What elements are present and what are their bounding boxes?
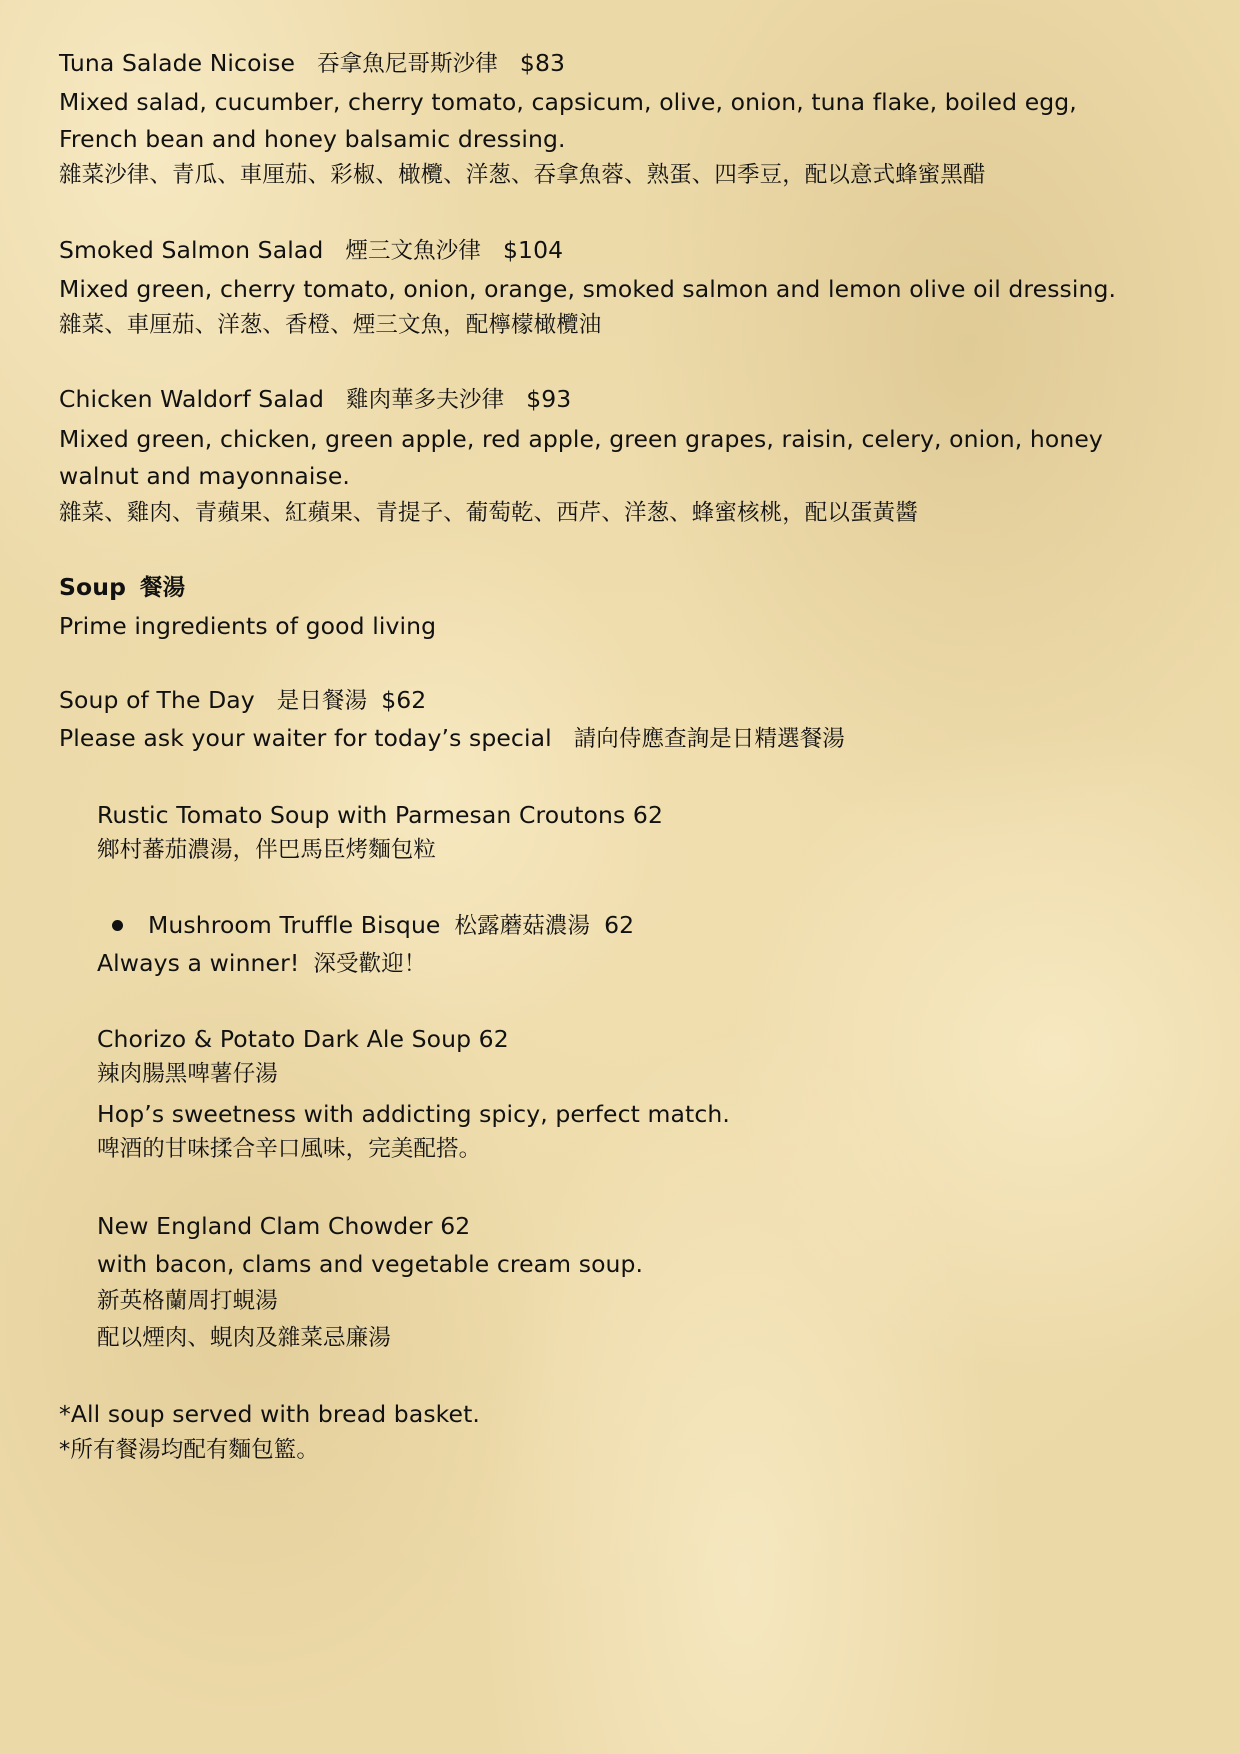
soup-of-day-note-line — [59, 723, 845, 754]
chowder-name: New England Clam Chowder 62 — [97, 1212, 471, 1240]
chowder-name-zh: 新英格蘭周打蜆湯 — [97, 1288, 278, 1314]
tuna-title-line — [59, 48, 565, 79]
waldorf-desc-line2: walnut and mayonnaise. — [59, 462, 350, 490]
mushroom-name-zh: 松露蘑菇濃湯 — [454, 913, 591, 939]
soup-of-day-note: Please ask your waiter for today’s special — [59, 724, 552, 752]
chowder-desc-zh: 配以煙肉、蜆肉及雜菜忌廉湯 — [97, 1325, 391, 1351]
mushroom-note-line — [97, 948, 426, 979]
soup-of-day-note-zh: 請向侍應查詢是日精選餐湯 — [573, 726, 845, 752]
chorizo-soup-desc-zh: 啤酒的甘味揉合辛口風味，完美配搭。 — [97, 1136, 482, 1162]
chorizo-soup-name: Chorizo & Potato Dark Ale Soup 62 — [97, 1025, 509, 1053]
mushroom-name: Mushroom Truffle Bisque — [148, 911, 441, 939]
waldorf-title-line — [59, 384, 571, 415]
salmon-title-line — [59, 235, 563, 266]
soup-of-day-price: $62 — [381, 686, 427, 714]
chorizo-soup-name-zh: 辣肉腸黑啤薯仔湯 — [97, 1061, 278, 1087]
waldorf-name-zh: 雞肉華多夫沙律 — [345, 387, 505, 413]
waldorf-price: $93 — [526, 385, 572, 413]
soup-of-day-name: Soup of The Day — [59, 686, 255, 714]
tuna-name: Tuna Salade Nicoise — [59, 49, 296, 77]
tuna-desc-zh: 雜菜沙律、青瓜、車厘茄、彩椒、橄欖、洋葱、吞拿魚蓉、熟蛋、四季豆，配以意式蜂蜜黑醋 — [59, 162, 986, 188]
tomato-soup-name: Rustic Tomato Soup with Parmesan Croutons 62 — [97, 801, 663, 829]
mushroom-price: 62 — [604, 911, 635, 939]
soup-heading: Soup — [59, 573, 127, 601]
tuna-price: $83 — [519, 49, 566, 77]
tuna-name-zh: 吞拿魚尼哥斯沙律 — [317, 51, 498, 77]
chowder-desc: with bacon, clams and vegetable cream soup. — [97, 1250, 644, 1278]
mushroom-note: Always a winner! — [97, 949, 300, 977]
waldorf-desc-zh: 雜菜、雞肉、青蘋果、紅蘋果、青提子、葡萄乾、西芹、洋葱、蜂蜜核桃，配以蛋黃醬 — [59, 500, 918, 526]
mushroom-note-zh: 深受歡迎！ — [313, 951, 427, 977]
bullet-icon — [112, 920, 123, 931]
salmon-desc: Mixed green, cherry tomato, onion, orange, smoked salmon and lemon olive oil dressing. — [59, 275, 1117, 303]
tuna-desc-line2: French bean and honey balsamic dressing. — [59, 125, 566, 153]
mushroom-title-line — [148, 910, 634, 941]
footnote-en: *All soup served with bread basket. — [59, 1400, 480, 1428]
waldorf-desc-line1: Mixed green, chicken, green apple, red apple, green grapes, raisin, celery, onion, honey — [59, 425, 1103, 453]
salmon-name: Smoked Salmon Salad — [59, 236, 324, 264]
salmon-name-zh: 煙三文魚沙律 — [345, 238, 481, 264]
chorizo-soup-desc: Hop’s sweetness with addicting spicy, perfect match. — [97, 1100, 730, 1128]
salmon-price: $104 — [502, 236, 564, 264]
soup-of-day-name-zh: 是日餐湯 — [276, 688, 368, 714]
soup-heading-zh: 餐湯 — [140, 575, 186, 601]
soup-of-day-title-line — [59, 685, 426, 716]
tomato-soup-name-zh: 鄉村蕃茄濃湯，伴巴馬臣烤麵包粒 — [97, 837, 437, 863]
tuna-desc-line1: Mixed salad, cucumber, cherry tomato, capsicum, olive, onion, tuna flake, boiled egg, — [59, 88, 1077, 116]
salmon-desc-zh: 雜菜、車厘茄、洋葱、香橙、煙三文魚，配檸檬橄欖油 — [59, 312, 602, 338]
waldorf-name: Chicken Waldorf Salad — [59, 385, 324, 413]
soup-tagline: Prime ingredients of good living — [59, 612, 437, 640]
footnote-zh: *所有餐湯均配有麵包籃。 — [59, 1437, 319, 1463]
soup-section-heading — [59, 572, 185, 603]
